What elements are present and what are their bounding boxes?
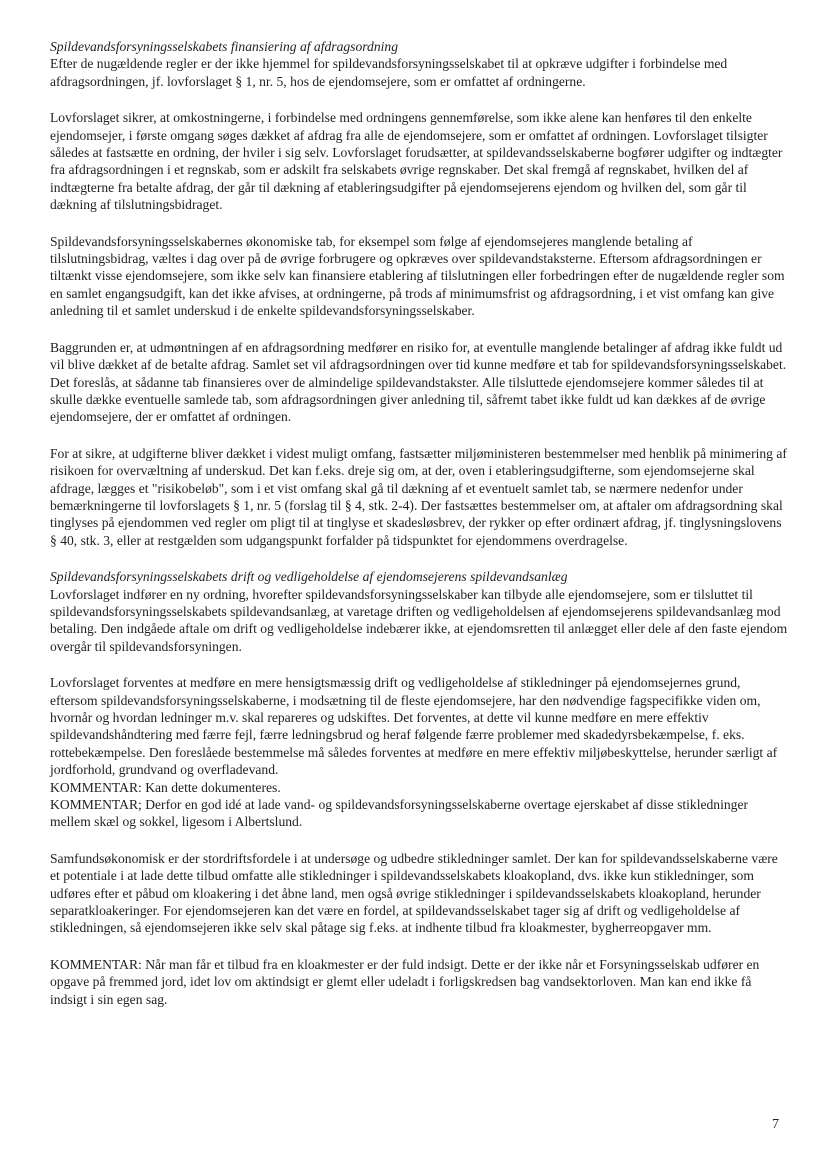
paragraph-final-comment bbox=[50, 956, 790, 1008]
paragraph-text: Spildevandsforsyningsselskabernes økonomiske tab, for eksempel som følge af ejendomsejeres manglende betaling af tilslutningsbidrag, væltes i dag over på de øvrige forbrugere og opkræves over spildevandstaksterne. Eftersom afdragsordningen er tiltænkt visse ejendomsejere, som ikke selv kan finansiere etablering af tilslutningen eller forbedringen efter de nugældende regler som en samlet engangsudgift, kan det ikke afvises, at ordningerne, på trods af minimumsfrist og afdragsordning, i et vist omfang kan give anledning til et samlet underskud i de enkelte spildevandsforsyningsselskaber. bbox=[50, 233, 785, 319]
section-heading-financing: Spildevandsforsyningsselskabets finansiering af afdragsordning bbox=[50, 39, 399, 54]
paragraph-text: Lovforslaget sikrer, at omkostningerne, i forbindelse med ordningens gennemførelse, som ikke alene kan henføres til den enkelte ejendomsejer, i første omgang søges dækket af afdrag fra alle de ejendomsejere, som er omfattet af ordningen. Lovforslaget tilsigter således at fastsætte en ordning, der hviler i sig selv. Lovforslaget forudsætter, at spildevandsselskaberne bogfører udgifter og indtægter fra afdragsordningen i et regnskab, som er adskilt fra selskabets øvrige regnskaber. Det skal fremgå af regnskabet, hvilken del af indtægterne fra betalte afdrag, der går til dækning af etableringsudgifter på ejendomsejerens ejendom og hvilken del, som går til dækning af tilslutningsbidraget. bbox=[50, 110, 783, 213]
paragraph-losses bbox=[50, 233, 790, 320]
paragraph-financing-intro bbox=[50, 38, 790, 90]
paragraph-text: Baggrunden er, at udmøntningen af en afdragsordning medfører en risiko for, at eventulle manglende betalinger af afdrag ikke fuldt ud vil blive dækket af de betalte afdrag. Samlet set vil afdragsordningen over tid kunne medføre et tab for spildevandsforsyningsselskabet. Det foreslås, at sådanne tab finansieres over de almindelige spildevandstakster. Alle tilsluttede ejendomsejere kommer således til at skulle dække eventuelle samlede tab, som afdragsordningen giver anledning til, såfremt tabet ikke fuldt ud kan dækkes af de øvrige ejendomsejere, der er omfattet af ordningen. bbox=[50, 339, 787, 425]
comment-insight: KOMMENTAR: Når man får et tilbud fra en kloakmester er der fuld indsigt. Dette er der ikke når et Forsyningsselskab udfører en opgave på fremmed jord, idet lov om aktindsigt er glemt eller udeladt i forligskredsen bag vandsektorloven. Man kan end ikke få indsigt i sin egen sag. bbox=[50, 956, 760, 1007]
page-number: 7 bbox=[772, 1117, 779, 1132]
paragraph-economy bbox=[50, 850, 790, 937]
paragraph-text: Samfundsøkonomisk er der stordriftsfordele i at undersøge og udbedre stikledninger samlet. Der kan for spildevandsselskaberne være et potentiale i at lade dette tilbud omfatte alle stikledninger i spildevandsselskabets kloakopland, dvs. ikke kun stikledninger, som udføres efter et påbud om kloakering i det åbne land, men også øvrige stikledninger i spildevandsselskabets kloakopland, herunder separatkloakeringer. For ejendomsejeren kan det være en fordel, at spildevandsselskabet tager sig af drift og vedligeholdelse af stikledningen, så ejendomsejeren ikke selv skal påtage sig f.eks. at indhente tilbud fra kloakmester, bygherreopgaver mm. bbox=[50, 850, 778, 936]
paragraph-risk-minimisation bbox=[50, 445, 790, 549]
paragraph-text: Lovforslaget indfører en ny ordning, hvorefter spildevandsforsyningsselskaber kan tilbyde alle ejendomsejere, som er tilsluttet til spildevandsforsyningsselskabets spildevandsanlæg, at varetage driften og vedligeholdelsen af ejendomsejerens spildevandsanlæg mod betaling. Den indgåede aftale om drift og vedligeholdelse indebærer ikke, at ejendomsretten til anlægget eller dele af den faste ejendom overgår til spildevandsforsyningen. bbox=[50, 586, 788, 654]
document-page bbox=[50, 38, 790, 1027]
section-heading-operation: Spildevandsforsyningsselskabets drift og vedligeholdelse af ejendomsejerens spildevandsanlæg bbox=[50, 569, 568, 585]
comment-ownership: KOMMENTAR; Derfor en god idé at lade vand- og spildevandsforsyningsselskaberne overtage ejerskabet af disse stikledninger mellem skæl og sokkel, ligesom i Albertslund. bbox=[50, 797, 749, 830]
paragraph-operation-intro bbox=[50, 568, 790, 655]
comment-documentation: KOMMENTAR: Kan dette dokumenteres. bbox=[50, 779, 281, 795]
paragraph-text: Efter de nugældende regler er der ikke hjemmel for spildevandsforsyningsselskabet til at opkræve udgifter i forbindelse med afdragsordningen, jf. lovforslaget § 1, nr. 5, hos de ejendomsejere, som er omfattet af ordningerne. bbox=[50, 56, 728, 89]
paragraph-maintenance bbox=[50, 674, 790, 831]
paragraph-text: Lovforslaget forventes at medføre en mere hensigtsmæssig drift og vedligeholdelse af stikledninger på ejendomsejernes grund, eftersom spildevandsforsyningsselskaberne, i modsætning til de fleste ejendomsejere, har den nødvendige fagspecifikke viden om, hvornår og hvordan ledninger m.v. skal repareres og udskiftes. Det forventes, at dette vil kunne medføre en mere effektiv spildevandshåndtering med færre fejl, færre ledningsbrud og heraf følgende færre problemer med skadedyrsbekæmpelse, f. eks. rottebekæmpelse. Den foreslåede bestemmelse må således forventes at medføre en mere effektiv miljøbeskyttelse, herunder særligt af jordforhold, grundvand og overfladevand. bbox=[50, 675, 778, 778]
paragraph-costs bbox=[50, 109, 790, 213]
paragraph-text: For at sikre, at udgifterne bliver dækket i videst muligt omfang, fastsætter miljøministeren bestemmelser med henblik på minimering af risikoen for overvæltning af underskud. Det kan f.eks. dreje sig om, at der, oven i etableringsudgifterne, som ejendomsejerne skal afdrage, lægges et "risikobeløb", som i et vist omfang skal gå til dækning af et eventuelt samlet tab, se nærmere nedenfor under bemærkningerne til lovforslagets § 1, nr. 5 (forslag til § 4, stk. 2-4). Der fastsættes bestemmelser om, at aftaler om afdragsordning skal tinglyses på ejendommen ved regler om pligt til at tinglyse et skadesløsbrev, der rykker op efter ordinært afdrag, jf. tinglysningslovens § 40, stk. 3, eller at restgælden som udgangspunkt forfalder på tidspunktet for ejendommens overdragelse. bbox=[50, 445, 787, 548]
paragraph-background bbox=[50, 339, 790, 426]
